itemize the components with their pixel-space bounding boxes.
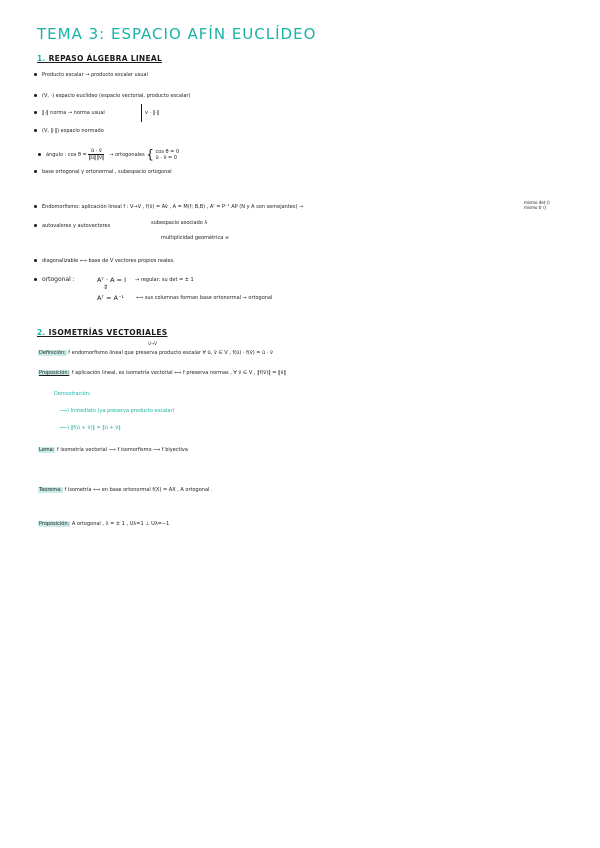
bullet-icon: [34, 224, 37, 227]
endomorphism-notes: mismo det () mismo tr (): [524, 200, 550, 210]
bullet-icon: [34, 259, 37, 262]
section-2-title: ISOMETRÍAS VECTORIALES: [48, 328, 168, 337]
demonstration-step-1: ⟹) Inmediato (ya preserva producto escalar): [60, 408, 175, 414]
list-item: ‖·‖ norma → norma usual: [34, 110, 105, 116]
endomorphism-line: Endomorfismo: aplicación lineal f : V→V , f(v̄) = Av̄ , A = M(f; B,B) , A' = P⁻¹ AP (N y A son semejantes) →: [34, 204, 303, 210]
angle-line: ángulo : cos θ = $\frac{ū \cdot v̄}{‖ū‖‖v̄‖}$ → ortogonales { cos θ = 0 ū · v̄ = 0: [38, 148, 179, 161]
bullet-icon: [34, 170, 37, 173]
orthogonal-note-1: → regular: su det = ± 1: [135, 277, 194, 283]
section-1-title: REPASO ÁLGEBRA LINEAL: [48, 54, 163, 63]
orthogonal-note-2: ⟺ sus columnas forman base ortonormal ⇒ ortogonal: [136, 295, 273, 301]
eigen-note-2: multiplicidad geométrica ≤: [161, 235, 230, 241]
orthogonal-cases: cos θ = 0 ū · v̄ = 0: [155, 148, 180, 161]
bullet-icon: [34, 73, 37, 76]
bullet-icon: [34, 94, 37, 97]
list-item: base ortogonal y ortonormal , subespacio ortogonal: [34, 169, 172, 175]
section-2-number: 2.: [37, 328, 46, 337]
eigen-line: autovalores y autovectores: [34, 223, 110, 229]
brace-icon: {: [146, 147, 154, 162]
page-title: TEMA 3: ESPACIO AFÍN EUCLÍDEO: [37, 25, 317, 43]
section-1-number: 1.: [37, 54, 46, 63]
orthogonal-equation-2: Aᵀ = A⁻¹: [97, 294, 125, 302]
eigen-note-1: subespacio asociado λ: [151, 220, 208, 226]
equivalence-arrow-icon: ⇕: [103, 284, 109, 291]
bullet-icon: [34, 205, 37, 208]
bullet-icon: [38, 153, 41, 156]
section-1-heading: [37, 54, 162, 63]
list-item: (V, ‖·‖) espacio normado: [34, 128, 104, 134]
list-item: (V, ·) espacio euclídeo (espacio vectorial, producto escalar): [34, 93, 190, 99]
proposition-line: Proposición: f aplicación lineal, es isometría vectorial ⟺ f preserva normas , ∀ v̄ ∈ V , ‖f(v̄)‖ = ‖v̄‖: [39, 370, 287, 376]
list-item: Producto escalar → producto escalar usual: [34, 72, 148, 78]
bullet-icon: [34, 129, 37, 132]
divider: [141, 104, 142, 122]
orthogonal-equation-1: Aᵀ · A = I: [97, 276, 127, 284]
definition-label: Definición:: [39, 350, 66, 356]
demonstration-label: Demostración:: [54, 391, 91, 397]
proposition-2-label: Proposición:: [39, 521, 70, 527]
demonstration-step-2: ⟸) ‖f(ū + v̄)‖ = ‖ū + v̄‖: [60, 425, 121, 431]
definition-line: Definición: f endomorfismo lineal que preserva producto escalar ∀ ū, v̄ ∈ V , f(ū) · f(v̄) = ū · v̄: [39, 350, 273, 356]
bullet-icon: [34, 278, 37, 281]
diagonalizable-line: diagonalizable ⟺ base de V vectores propios reales.: [34, 258, 175, 264]
orthogonal-arrow: → ortogonales: [109, 152, 145, 158]
angle-fraction: $\frac{ū \cdot v̄}{‖ū‖‖v̄‖}$: [88, 148, 105, 161]
orthogonal-label: ortogonal :: [34, 276, 75, 283]
lemma-label: Lema:: [39, 447, 55, 453]
mapping-note: U→V: [148, 341, 158, 346]
theorem-line: Teorema: f isometría ⟺ en base ortonormal f(X) = AX , A ortogonal .: [39, 487, 213, 493]
proposition-label: Proposición:: [39, 370, 70, 376]
section-2-heading: [37, 328, 167, 337]
bullet-icon: [34, 111, 37, 114]
norm-side-note: v · ‖·‖: [145, 110, 160, 116]
lemma-line: Lema: f isometría vectorial ⟹ f isomorfismo ⟹ f biyectiva: [39, 447, 188, 453]
theorem-label: Teorema:: [39, 487, 62, 493]
proposition-2-line: Proposición: A ortogonal , λ = ± 1 , Uλ=1 ⊥ Uλ=−1: [39, 521, 170, 527]
